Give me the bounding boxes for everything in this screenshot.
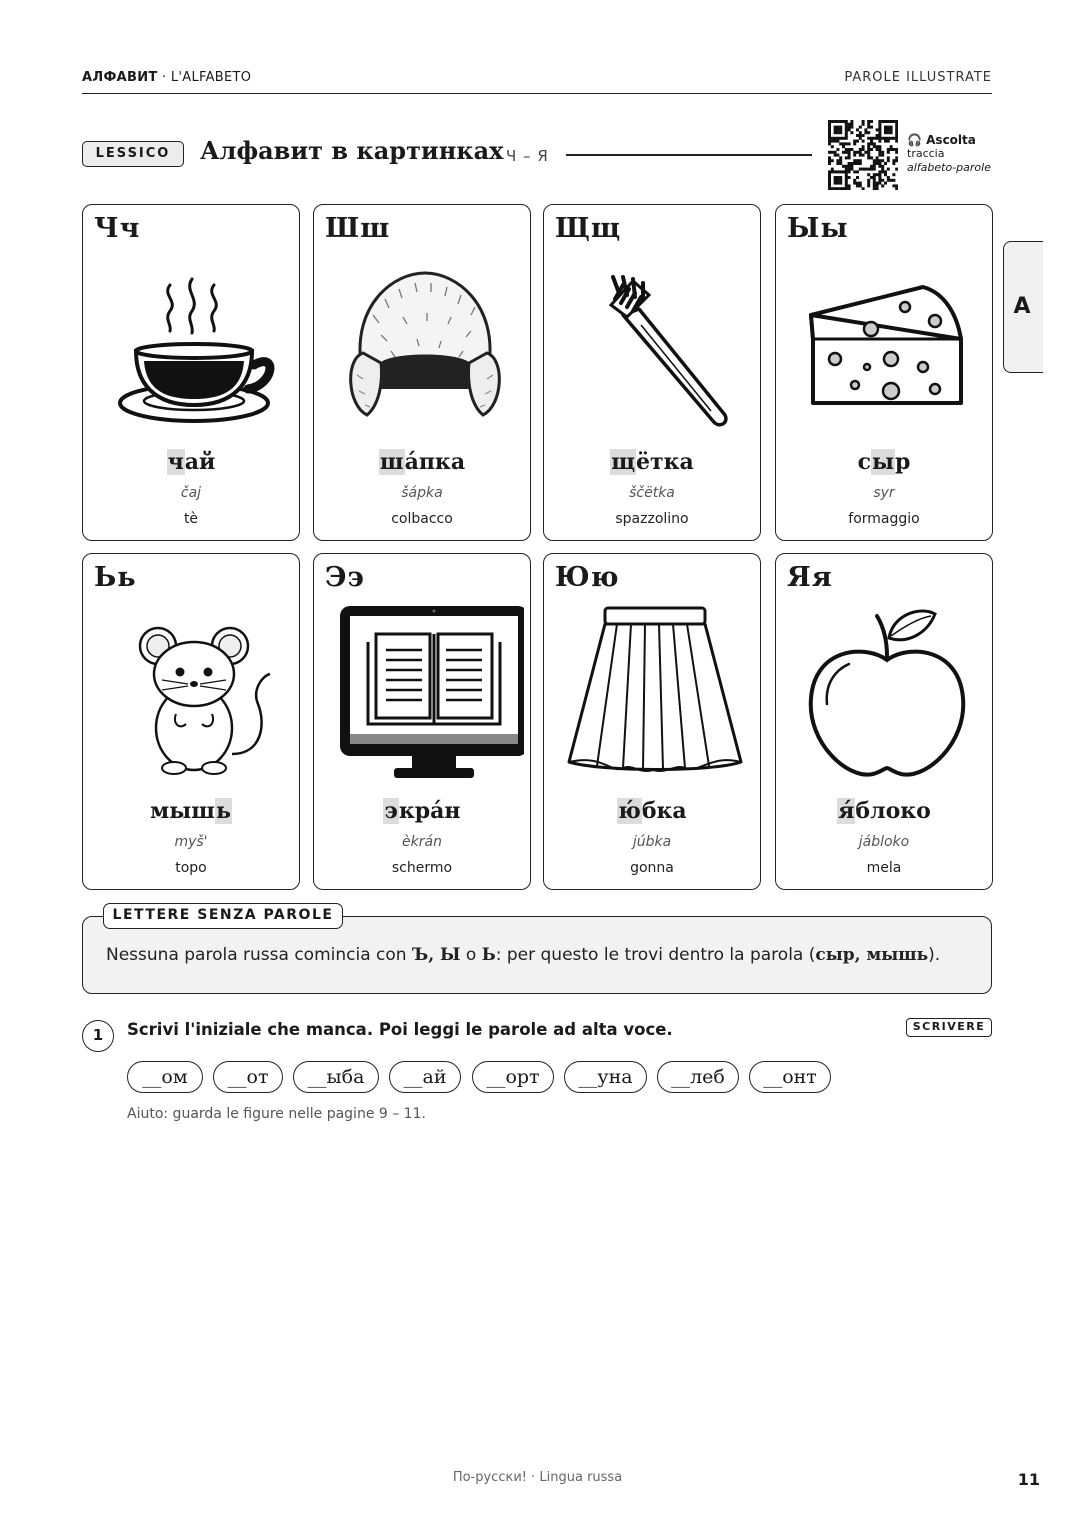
word-label: ша́пка xyxy=(379,449,466,475)
highlighted-letter: ю́ xyxy=(618,798,641,824)
transliteration: šápka xyxy=(401,485,443,501)
running-head-left: АЛФАВИТ · L'ALFABETO xyxy=(82,70,252,85)
card-fur-hat: Шш ша́пка šápka colbacco xyxy=(313,204,531,541)
highlighted-letter: я́ xyxy=(838,798,855,824)
meaning: topo xyxy=(175,860,207,876)
card-toothbrush: Щщ щётка ščëtka spazzolino xyxy=(543,204,761,541)
card-monitor: Ээ экра́н èkrán schermo xyxy=(313,553,531,890)
highlighted-letter: э xyxy=(384,798,398,824)
highlighted-letter: щ xyxy=(611,449,636,475)
note-text: Nessuna parola russa comincia con Ъ, Ы o Ь: per questo le trovi dentro la parola (сыр, мышь). xyxy=(106,945,941,965)
meaning: mela xyxy=(866,860,902,876)
transliteration: júbka xyxy=(632,834,672,850)
highlighted-letter: ы xyxy=(871,449,895,475)
toothbrush-icon xyxy=(563,255,743,435)
card-skirt: Юю ю́бка júbka gonna xyxy=(543,553,761,890)
cheese-icon xyxy=(795,255,975,435)
title-row xyxy=(82,132,822,178)
transliteration: ščëtka xyxy=(629,485,675,501)
transliteration: čaj xyxy=(180,485,202,501)
highlighted-letter: ч xyxy=(167,449,184,475)
footer-text: По-русски! · Lingua russa xyxy=(452,1470,623,1485)
meaning: schermo xyxy=(391,860,453,876)
exercise-item[interactable]: __онт xyxy=(749,1061,831,1093)
card-tea: Чч чай čaj tè xyxy=(82,204,300,541)
meaning: tè xyxy=(183,511,199,527)
transliteration: jábloko xyxy=(858,834,910,850)
meaning: gonna xyxy=(630,860,674,876)
exercise-item[interactable]: __уна xyxy=(564,1061,647,1093)
apple-icon xyxy=(795,604,975,784)
skirt-icon xyxy=(563,604,743,784)
word-label: сыр xyxy=(857,449,911,475)
title-range: Ч – Я xyxy=(506,147,549,165)
transliteration: myš' xyxy=(174,834,208,850)
word-label: я́блоко xyxy=(838,798,931,824)
exercise-item[interactable]: __орт xyxy=(472,1061,554,1093)
exercise-number: 1 xyxy=(82,1020,114,1052)
page-number: 11 xyxy=(1017,1470,1040,1489)
card-mouse: Ьь мышь myš' topo xyxy=(82,553,300,890)
exercise-hint: Aiuto: guarda le figure nelle pagine 9 – 11. xyxy=(127,1106,426,1122)
chapter-tab[interactable]: A xyxy=(1003,241,1043,373)
page-title: Алфавит в картинках xyxy=(200,136,504,165)
monitor-icon xyxy=(324,604,524,784)
fur-hat-icon xyxy=(333,255,513,435)
exercise-instruction: Scrivi l'iniziale che manca. Poi leggi le parole ad alta voce. xyxy=(127,1020,673,1039)
exercise-item[interactable]: __леб xyxy=(657,1061,739,1093)
running-head xyxy=(82,70,992,94)
word-label: щётка xyxy=(611,449,694,475)
card-apple: Яя я́блоко jábloko mela xyxy=(775,553,993,890)
running-head-right: PAROLE ILLUSTRATE xyxy=(844,70,992,85)
word-label: экра́н xyxy=(384,798,461,824)
exercise-item[interactable]: __ай xyxy=(389,1061,461,1093)
meaning: colbacco xyxy=(391,511,453,527)
headphones-icon: 🎧 xyxy=(907,133,922,147)
word-label: ю́бка xyxy=(618,798,687,824)
highlighted-letter: ь xyxy=(215,798,231,824)
lessico-tag: LESSICO xyxy=(82,141,184,167)
scrivere-tag: SCRIVERE xyxy=(906,1018,992,1037)
note-tag: LETTERE SENZA PAROLE xyxy=(103,903,343,929)
exercise-items xyxy=(127,1061,847,1093)
exercise-item[interactable]: __от xyxy=(213,1061,283,1093)
word-label: мышь xyxy=(150,798,231,824)
transliteration: èkrán xyxy=(402,834,442,850)
exercise-item[interactable]: __ыба xyxy=(293,1061,379,1093)
word-label: чай xyxy=(167,449,216,475)
qr-code-icon[interactable] xyxy=(828,120,898,190)
listen-label: 🎧 Ascolta traccia alfabeto-parole xyxy=(907,133,991,174)
tea-cup-icon xyxy=(102,255,282,435)
title-rule xyxy=(566,154,812,156)
meaning: formaggio xyxy=(848,511,920,527)
card-cheese: Ыы сыр syr formaggio xyxy=(775,204,993,541)
meaning: spazzolino xyxy=(615,511,689,527)
mouse-icon xyxy=(102,604,282,784)
exercise-item[interactable]: __ом xyxy=(127,1061,203,1093)
transliteration: syr xyxy=(873,485,895,501)
highlighted-letter: ш xyxy=(379,449,404,475)
